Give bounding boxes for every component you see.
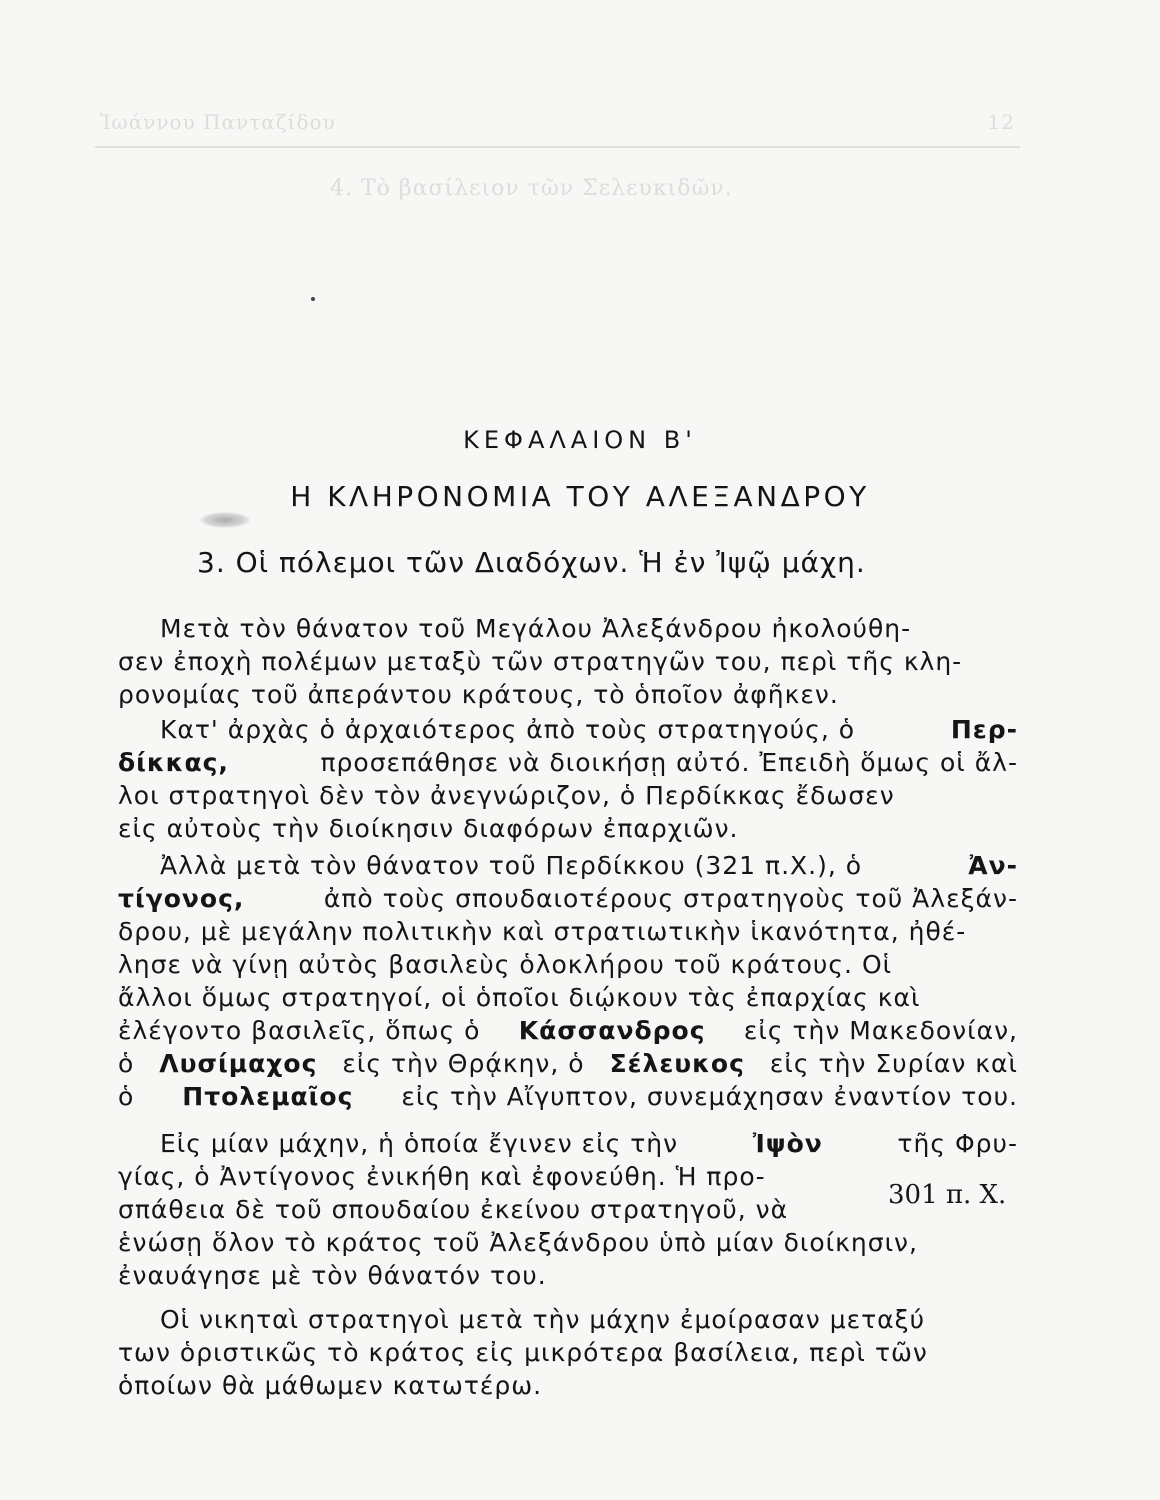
p4-line-1c: τῆς Φρυ- (897, 1129, 1018, 1158)
p3-line-7a: ὁ (118, 1049, 135, 1078)
p3-line-6a: ἐλέγοντο βασιλεῖς, ὅπως ὁ (118, 1016, 481, 1045)
p3-line-7e: εἰς τὴν Συρίαν καὶ (769, 1049, 1018, 1078)
ink-dot (311, 297, 315, 301)
p5-line-2: των ὁριστικῶς τὸ κράτος εἰς μικρότερα βασίλεια, περὶ τῶν (118, 1338, 928, 1367)
p1-line-1: Μετὰ τὸν θάνατον τοῦ Μεγάλου Ἀλεξάνδρου ἠκολούθη- (160, 614, 912, 643)
p2-line-2: προσεπάθησε νὰ διοικήσῃ αὐτό. Ἐπειδὴ ὅμως οἱ ἄλ- (320, 748, 1018, 777)
p2-line-1: Κατ' ἀρχὰς ὁ ἀρχαιότερος ἀπὸ τοὺς στρατηγούς, ὁ (160, 715, 856, 744)
margin-date-note: 301 π. Χ. (888, 1180, 1007, 1210)
section-title: 3. Οἱ πόλεμοι τῶν Διαδόχων. Ἡ ἐν Ἰψῷ μάχη. (197, 546, 866, 579)
bleed-through-header (100, 110, 1015, 134)
name-seleukos: Σέλευκος (609, 1049, 745, 1078)
p3-line-6c: εἰς τὴν Μακεδονίαν, (743, 1016, 1018, 1045)
p3-line-1: Ἀλλὰ μετὰ τὸν θάνατον τοῦ Περδίκκου (321 π.Χ.), ὁ (160, 851, 863, 880)
paragraph-4 (118, 1127, 1018, 1292)
p1-line-3: ρονομίας τοῦ ἀπεράντου κράτους, τὸ ὁποῖον ἀφῆκεν. (118, 680, 839, 709)
name-perdikkas-2: δίκκας, (118, 748, 229, 777)
paragraph-3 (118, 849, 1018, 1113)
p3-line-8a: ὁ (118, 1082, 135, 1111)
p3-line-8c: εἰς τὴν Αἴγυπτον, συνεμάχησαν ἐναντίον του. (401, 1082, 1018, 1111)
paragraph-2 (118, 713, 1018, 845)
p1-line-2: σεν ἐποχὴ πολέμων μεταξὺ τῶν στρατηγῶν του, περὶ τῆς κλη- (118, 647, 963, 676)
ink-smudge (200, 512, 250, 528)
p4-line-2: γίας, ὁ Ἀντίγονος ἐνικήθη καὶ ἐφονεύθη. Ἡ προ- (118, 1162, 766, 1191)
bleed-page-number: 12 (987, 110, 1015, 134)
chapter-title: Η ΚΛΗΡΟΝΟΜΙΑ ΤΟΥ ΑΛΕΞΑΝΔΡΟΥ (290, 480, 870, 513)
p3-line-4: λησε νὰ γίνῃ αὐτὸς βασιλεὺς ὁλοκλήρου τοῦ κράτους. Οἱ (118, 950, 893, 979)
paragraph-1 (118, 612, 1018, 711)
p4-line-3: σπάθεια δὲ τοῦ σπουδαίου ἐκείνου στρατηγοῦ, νὰ (118, 1195, 789, 1224)
name-antigonos-1: Ἀν- (968, 851, 1018, 880)
p4-line-4: ἑνώσῃ ὅλον τὸ κράτος τοῦ Ἀλεξάνδρου ὑπὸ μίαν διοίκησιν, (118, 1228, 918, 1257)
p2-line-3: λοι στρατηγοὶ δὲν τὸν ἀνεγνώριζον, ὁ Περδίκκας ἔδωσεν (118, 781, 895, 810)
p5-line-3: ὁποίων θὰ μάθωμεν κατωτέρω. (118, 1371, 543, 1400)
name-antigonos-2: τίγονος, (118, 884, 245, 913)
p4-line-1a: Εἰς μίαν μάχην, ἡ ὁποία ἔγινεν εἰς τὴν (160, 1129, 679, 1158)
p5-line-1: Οἱ νικηταὶ στρατηγοὶ μετὰ τὴν μάχην ἐμοίρασαν μεταξύ (160, 1305, 926, 1334)
bleed-through-rule (95, 146, 1020, 148)
p3-line-2: ἀπὸ τοὺς σπουδαιοτέρους στρατηγοὺς τοῦ Ἀλεξάν- (323, 884, 1018, 913)
place-ipsos: Ἰψὸν (752, 1129, 823, 1158)
p3-line-3: δρου, μὲ μεγάλην πολιτικὴν καὶ στρατιωτικὴν ἱκανότητα, ἠθέ- (118, 917, 967, 946)
bleed-through-title: 4. Τὸ βασίλειον τῶν Σελευκιδῶν. (330, 176, 733, 201)
p3-line-7c: εἰς τὴν Θρᾴκην, ὁ (342, 1049, 585, 1078)
name-perdikkas-1: Περ- (950, 715, 1018, 744)
p3-line-5: ἄλλοι ὅμως στρατηγοί, οἱ ὁποῖοι διῴκουν τὰς ἐπαρχίας καὶ (118, 983, 921, 1012)
name-lysimachos: Λυσίμαχος (159, 1049, 318, 1078)
bleed-running-head: Ἰωάννου Πανταζίδου (100, 110, 336, 134)
p4-line-5: ἐναυάγησε μὲ τὸν θάνατόν του. (118, 1261, 547, 1290)
chapter-label: ΚΕΦΑΛΑΙΟΝ Β' (463, 426, 697, 454)
name-ptolemaios: Πτολεμαῖος (182, 1082, 354, 1111)
name-kassandros: Κάσσανδρος (518, 1016, 706, 1045)
p2-line-4: εἰς αὐτοὺς τὴν διοίκησιν διαφόρων ἐπαρχιῶν. (118, 814, 739, 843)
paragraph-5 (118, 1303, 1018, 1402)
